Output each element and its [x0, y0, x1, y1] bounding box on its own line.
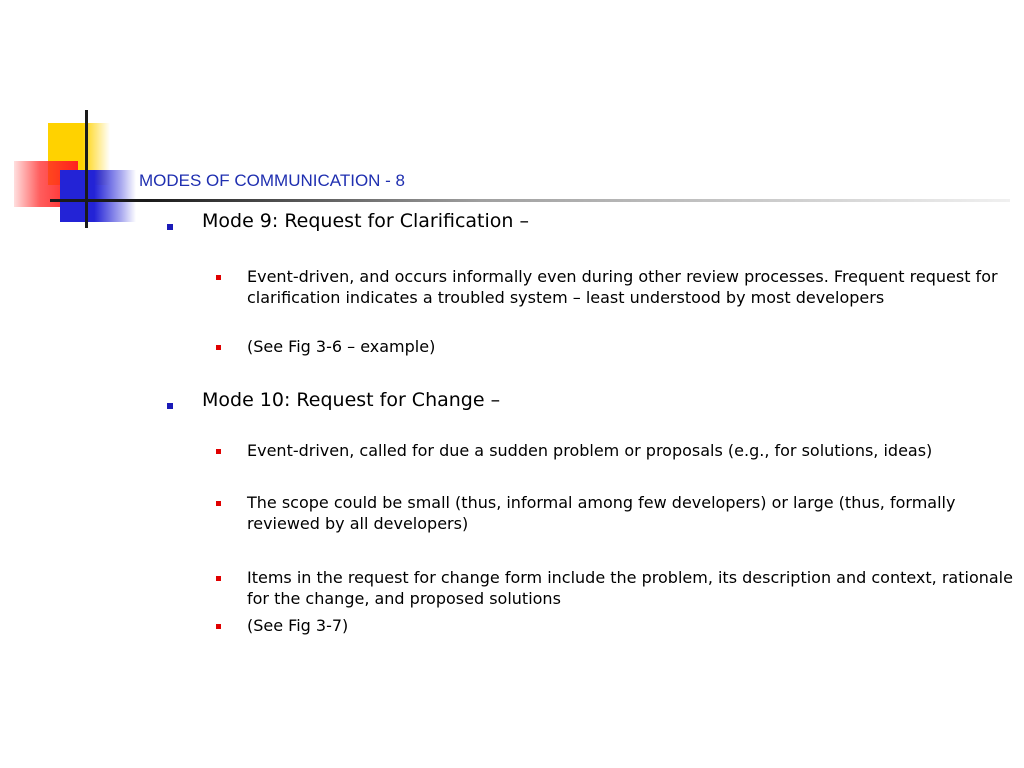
level2-bullet-icon	[216, 345, 221, 350]
sub-bullet-text: Items in the request for change form include the problem, its description and context, rationale for the change, and proposed solutions	[247, 568, 1013, 608]
level2-bullet-icon	[216, 449, 221, 454]
level2-bullet-icon	[216, 576, 221, 581]
sub-bullet-text: The scope could be small (thus, informal among few developers) or large (thus, formally reviewed by all developers)	[247, 493, 956, 533]
sub-bullet-text: (See Fig 3-7)	[247, 616, 349, 635]
level1-bullet-icon	[167, 224, 173, 230]
bullet-mode-10: Mode 10: Request for Change –	[202, 389, 501, 411]
level1-bullet-icon	[167, 403, 173, 409]
sub-bullet-text: (See Fig 3-6 – example)	[247, 337, 436, 356]
sub-bullet-text: Event-driven, called for due a sudden problem or proposals (e.g., for solutions, ideas)	[247, 441, 933, 460]
bullet-mode-9: Mode 9: Request for Clarification –	[202, 210, 529, 232]
slide-title: MODES OF COMMUNICATION - 8	[139, 171, 406, 190]
decorative-blue-square	[60, 170, 136, 222]
level2-bullet-icon	[216, 501, 221, 506]
title-underline	[50, 199, 1010, 202]
level2-bullet-icon	[216, 275, 221, 280]
level2-bullet-icon	[216, 624, 221, 629]
decorative-vertical-line	[85, 110, 88, 228]
sub-bullet-text: Event-driven, and occurs informally even during other review processes. Frequent request for clarification indicates a troubled system – least understood by most developers	[247, 267, 998, 307]
